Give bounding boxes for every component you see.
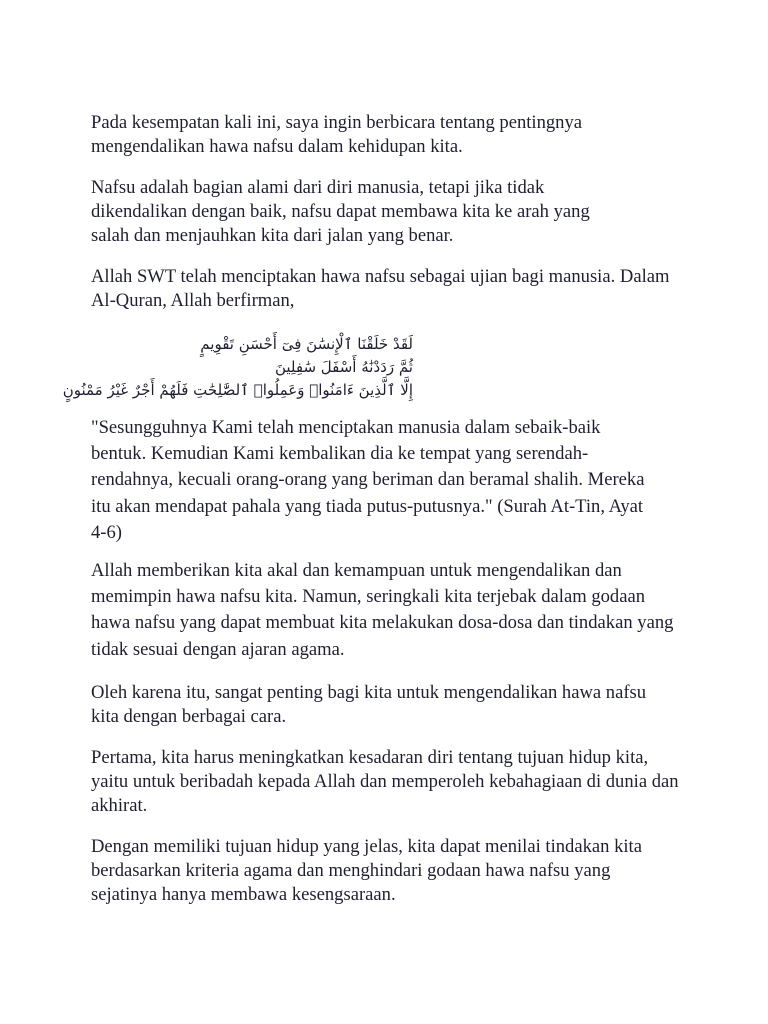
paragraph-oleh-karena: Oleh karena itu, sangat penting bagi kita untuk mengendalikan hawa nafsu kita dengan berbagai cara.: [91, 681, 647, 727]
paragraph-akal: Allah memberikan kita akal dan kemampuan untuk mengendalikan dan memimpin hawa nafsu kita. Namun, seringkali kita terjebak dalam godaan hawa nafsu yang dapat membuat kita melakukan dosa-dosa dan tindakan yang tidak sesuai dengan ajaran agama.: [91, 560, 674, 660]
paragraph-pertama: Pertama, kita harus meningkatkan kesadaran diri tentang tujuan hidup kita, yaitu untuk beribadah kepada Allah dan memperoleh kebahagiaan di dunia dan akhirat.: [91, 746, 679, 816]
quran-verse-line-4: لَقَدْ خَلَقْنَا ٱلْإِنسَٰنَ فِىٓ أَحْسَنِ تَقْوِيمٍ: [200, 335, 413, 353]
quran-verse-arabic: [62, 333, 413, 402]
paragraph-allah-swt: Allah SWT telah menciptakan hawa nafsu sebagai ujian bagi manusia. Dalam Al-Quran, Allah berfirman,: [91, 266, 670, 311]
quran-verse-line-6: إِلَّا ٱلَّذِينَ ءَامَنُوا۟ وَعَمِلُوا۟ ٱلصَّٰلِحَٰتِ فَلَهُمْ أَجْرٌ غَيْرُ مَمْنُونٍ: [62, 381, 413, 399]
verse-translation: "Sesungguhnya Kami telah menciptakan manusia dalam sebaik-baik bentuk. Kemudian Kami kembalikan dia ke tempat yang serendah-rendahnya, kecuali orang-orang yang beriman dan beramal shalih. Mereka itu akan mendapat pahala yang tiada putus-putusnya." (Surah At-Tin, Ayat 4-6): [91, 417, 645, 543]
paragraph-tujuan-hidup: Dengan memiliki tujuan hidup yang jelas, kita dapat menilai tindakan kita berdasarkan kriteria agama dan menghindari godaan hawa nafsu yang sejatinya hanya membawa kesengsaraan.: [91, 835, 642, 905]
paragraph-nafsu: Nafsu adalah bagian alami dari diri manusia, tetapi jika tidak dikendalikan dengan baik, nafsu dapat membawa kita ke arah yang salah dan menjauhkan kita dari jalan yang benar.: [91, 177, 590, 246]
document-body: [62, 111, 691, 907]
paragraph-intro: Pada kesempatan kali ini, saya ingin berbicara tentang pentingnya mengendalikan hawa nafsu dalam kehidupan kita.: [91, 112, 583, 157]
quran-verse-line-5: ثُمَّ رَدَدْنَٰهُ أَسْفَلَ سَٰفِلِينَ: [274, 358, 413, 376]
